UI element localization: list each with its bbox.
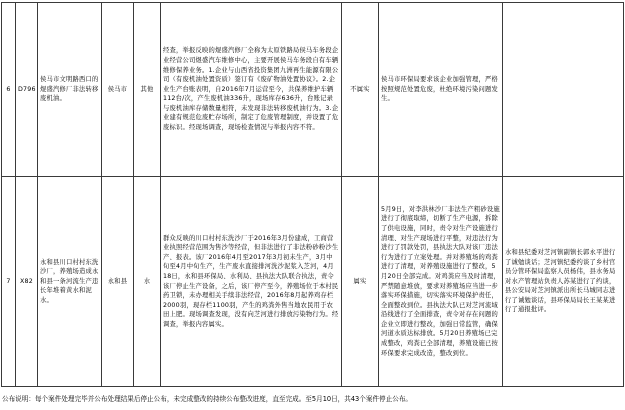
case-issue: 永和县川口村村东洗沙厂，养殖场造成永和县一条河流生产违长年堆着黄水和泥水。 xyxy=(38,177,102,387)
case-accountability: 水和县纪委对芝河镇副镇长郭永平进行了诚勉谈话；芝河镇纪委约谈了乡村官员分管环保局监察人员杨伟，县水务局对水产管理站负责人苏某进行了约谈，县公安局对芝河镇派出所长马城同志进行了诫勉谈话，县环保局局长王某某进行了通报批评。 xyxy=(503,177,624,387)
case-finding: 群众反映的川口村村东洗沙厂于2016年3月份建成，工商营业执照经营范围为售沙等经营，但非法进行了非法粉砂粉沙生产、报表。该厂2016年4月至2017年3月初未生产，3月中旬至4月中旬生产，生产废水直接排河洗沙泥浆入芝河，4月18日，永和县环保局、水利局、县执法大队联合执法，责令该厂停止生产设备，之后，该厂停产至今，养殖场位于本村民药卫锁，未办理相关手续非法经营，2016年8月起养鸡存栏2000羽，现存栏1100羽，产生的鸡粪外售当地农民用于农田上肥。现场调查发现，没有向芝河进行排放污染物行为。经调查，举报内容属实。 xyxy=(161,177,342,387)
case-handling: 5月9日，对李洪林沙厂非法生产粗砂设施进行了彻底取缔，切断了生产电源，拆除了供电设施，同时，责令对生产设施进行清理、对生产现场进行平整，对违法行为进行了罚款处罚，县执法大队对该厂违法行为进行了立案处理。并对养殖场的鸡粪进行了清理，对养殖设施进行了整改，5月20日全部完成。对鸡粪应当及时清理，严禁随意堆放，要求对养殖场应当进一步落实环保措施，切实落实环境保护责任，全面整改到位。县执法大队已对芝河流域沿线进行了全面排查，责令对存在问题的企业立即进行整改，加强日常监管，确保河道水质达标排放。5月20日养殖场已完成整改，鸡粪已全部清理，养殖设施已按环保要求完成改造，整改到位。 xyxy=(379,177,503,387)
case-issue: 侯马市文明路西口的煜盛汽修厂非法转移废机油。 xyxy=(38,3,102,177)
case-number: 6 xyxy=(2,3,16,177)
case-table xyxy=(1,2,624,387)
case-accountability xyxy=(503,3,624,177)
case-code: X82 xyxy=(16,177,38,387)
case-county: 永和县 xyxy=(102,177,134,387)
case-code: D796 xyxy=(16,3,38,177)
case-number: 7 xyxy=(2,177,16,387)
case-type: 水 xyxy=(134,177,161,387)
case-handling: 侯马市环保局要求该企业加强管理，严格按照规范处置危废，杜绝环境污染问题发生。 xyxy=(379,3,503,177)
case-type: 其他 xyxy=(134,3,161,177)
case-verdict: 属实 xyxy=(342,177,379,387)
table-row xyxy=(2,177,624,387)
case-finding: 经查，举报反映的煜盛汽修厂全称为太原铁路局侯马车务段企业经营公司煜盛汽车维修中心，主要开展侯马车务段自有车辆维修保养业务。1.企业与山西省投资集团九洲再生能源有限公司（有废机油处置资质）签订有《废矿物油处置协议》。2.企业生产台账表明，自2016年7月运营至今，共保养维护车辆112台/次，产生废机油336升，现场库存636升，台账记录与废机油库存储数量相符，未发现非法转移废机油行为。3.企业建有规范危废贮存场所，制定了危废管理制度，并设置了危废标识。经现场调查，现场检查情况与举报内容不符。 xyxy=(161,3,342,177)
case-verdict: 不属实 xyxy=(342,3,379,177)
footer-note: 公布说明：每个案件处理完毕并公布处理结果后停止公布，未完成整改的持续公布整改进度，直至完成。至5月10日，共43个案件停止公布。 xyxy=(2,395,413,403)
table-row xyxy=(2,3,624,177)
case-county: 侯马市 xyxy=(102,3,134,177)
